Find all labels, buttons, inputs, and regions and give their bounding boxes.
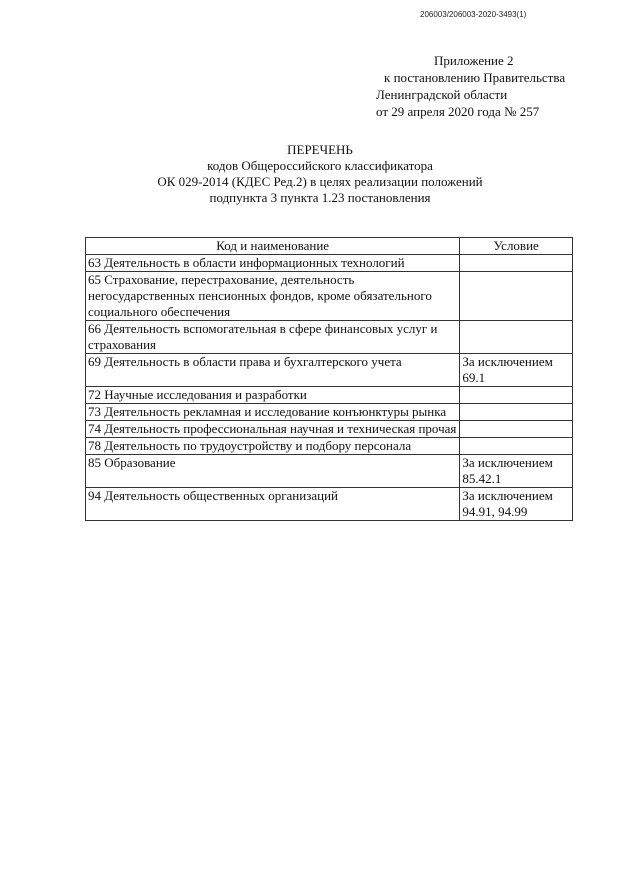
table-row (86, 421, 573, 438)
row-condition (460, 255, 573, 272)
row-condition (460, 321, 573, 354)
title-line-4: подпункта 3 пункта 1.23 постановления (209, 190, 431, 205)
table-row (86, 438, 573, 455)
row-condition: За исключением 69.1 (460, 354, 573, 387)
table-row (86, 321, 573, 354)
appendix-line-3: Ленинградской области (376, 87, 508, 102)
row-code-name: 69 Деятельность в области права и бухгалтерского учета (86, 354, 460, 387)
table-row (86, 404, 573, 421)
row-code-name: 66 Деятельность вспомогательная в сфере финансовых услуг и страхования (86, 321, 460, 354)
row-code-name: 74 Деятельность профессиональная научная и техническая прочая (86, 421, 460, 438)
row-code-name: 63 Деятельность в области информационных технологий (86, 255, 460, 272)
row-condition (460, 387, 573, 404)
appendix-header (376, 52, 576, 120)
row-code-name: 85 Образование (86, 455, 460, 488)
appendix-line-1: Приложение 2 (434, 53, 514, 68)
row-code-name: 78 Деятельность по трудоустройству и подбору персонала (86, 438, 460, 455)
row-condition (460, 272, 573, 321)
table-row (86, 455, 573, 488)
table-row (86, 255, 573, 272)
row-code-name: 72 Научные исследования и разработки (86, 387, 460, 404)
header-condition: Условие (460, 238, 573, 255)
row-condition: За исключением 94.91, 94.99 (460, 488, 573, 521)
table-row (86, 354, 573, 387)
title-line-3: ОК 029-2014 (КДЕС Ред.2) в целях реализации положений (157, 174, 483, 189)
header-code-and-name: Код и наименование (86, 238, 460, 255)
appendix-line-2: к постановлению Правительства (384, 70, 566, 85)
document-title (0, 142, 640, 206)
title-line-1: ПЕРЕЧЕНЬ (287, 142, 353, 157)
table-header-row (86, 238, 573, 255)
title-line-2: кодов Общероссийского классификатора (207, 158, 433, 173)
table-row (86, 387, 573, 404)
row-condition (460, 404, 573, 421)
row-code-name: 94 Деятельность общественных организаций (86, 488, 460, 521)
document-registration-stamp: 206003/206003-2020-3493(1) (420, 10, 527, 19)
row-condition (460, 438, 573, 455)
row-code-name: 73 Деятельность рекламная и исследование конъюнктуры рынка (86, 404, 460, 421)
row-condition (460, 421, 573, 438)
row-condition: За исключением 85.42.1 (460, 455, 573, 488)
table-row (86, 272, 573, 321)
row-code-name: 65 Страхование, перестрахование, деятельность негосударственных пенсионных фондов, кроме обязательного социального обеспечения (86, 272, 460, 321)
table-row (86, 488, 573, 521)
appendix-line-4: от 29 апреля 2020 года № 257 (376, 104, 540, 119)
codes-table (85, 237, 573, 521)
